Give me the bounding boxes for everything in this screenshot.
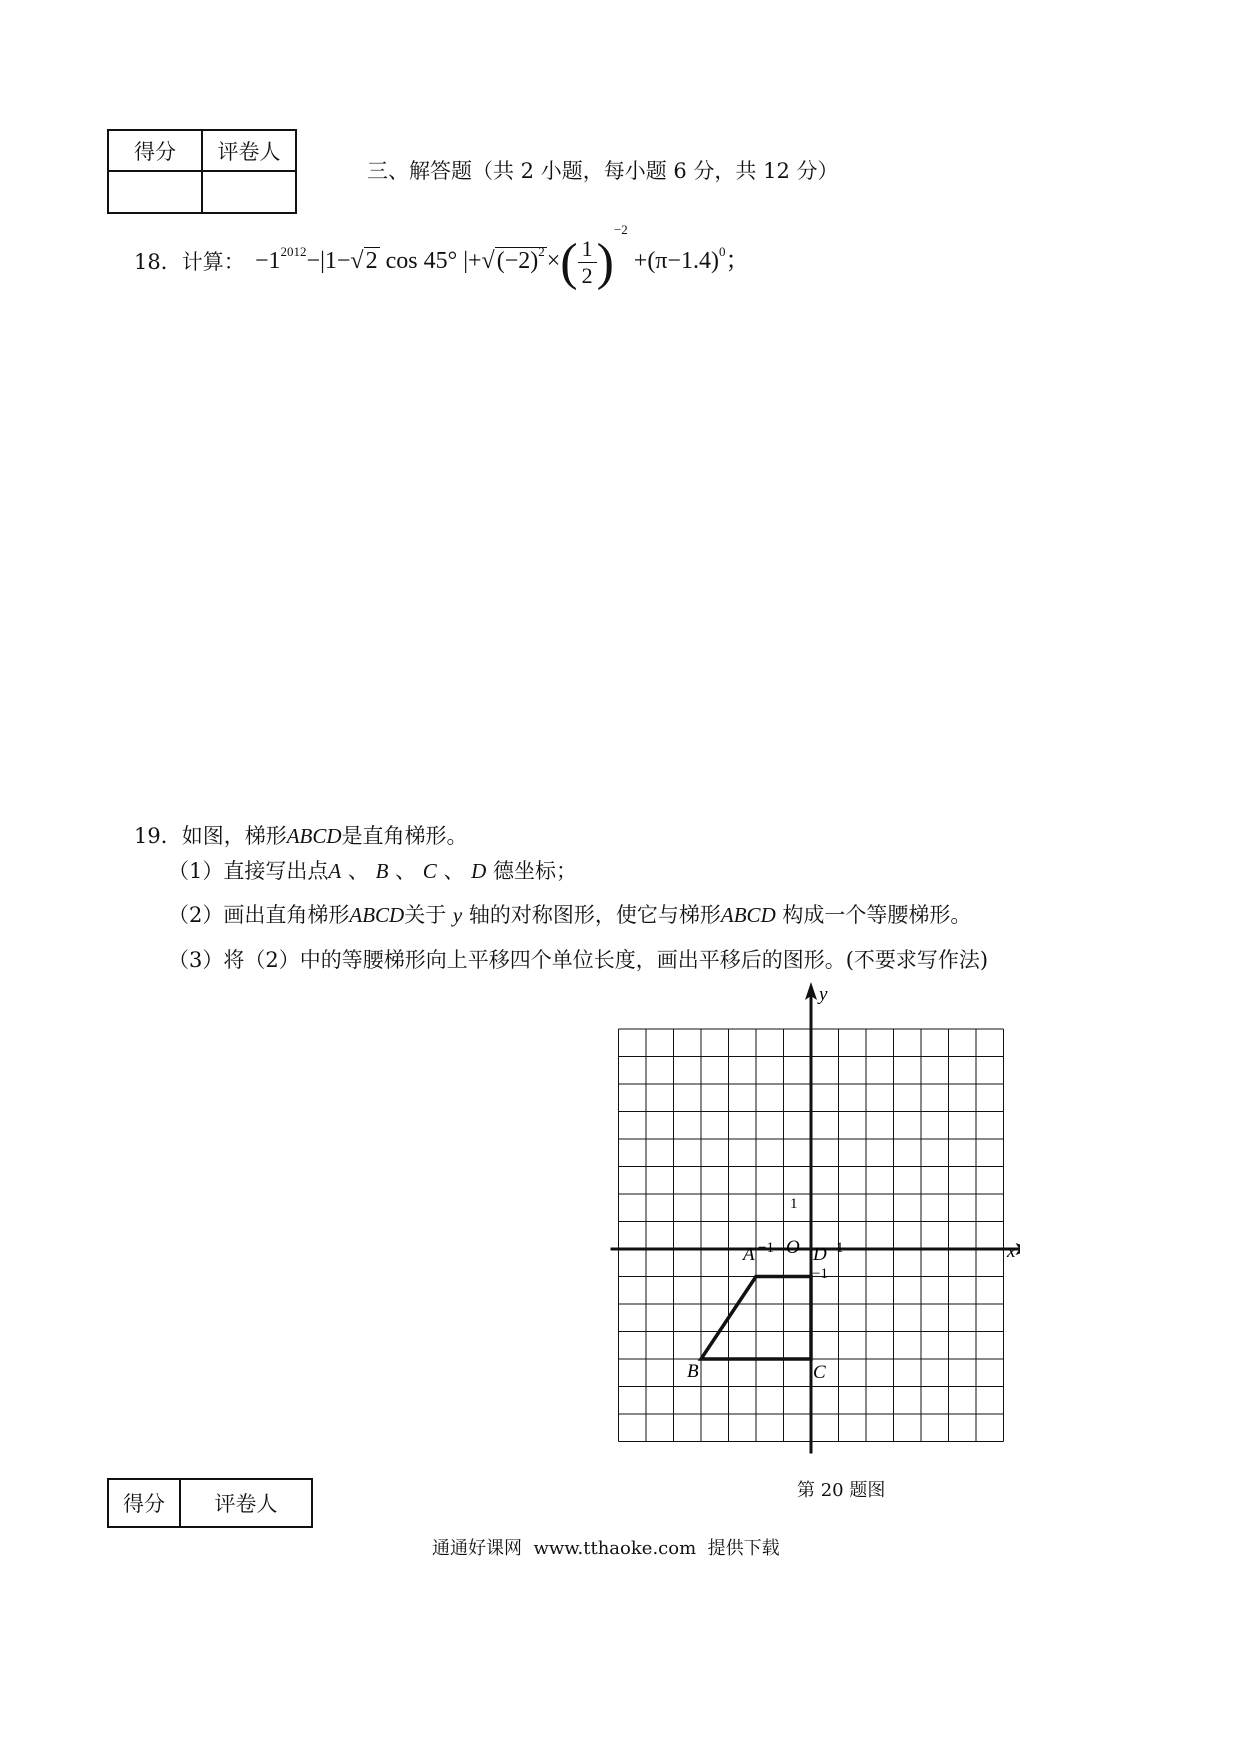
frac-den: 2 [581, 262, 593, 288]
tick-pos-y: 1 [790, 1196, 798, 1212]
sqrt-icon: √ [481, 248, 495, 274]
p1-D: D [471, 859, 487, 883]
q19-stem [134, 820, 468, 850]
q19-part3: （3）将（2）中的等腰梯形向上平移四个单位长度，画出平移后的图形。(不要求写作法) [168, 948, 989, 972]
point-label-D: D [813, 1244, 827, 1265]
expr-sqrt-inner-wrap [495, 244, 547, 274]
p1-pre: （1）直接写出点 [168, 859, 329, 883]
left-paren-icon: ( [560, 233, 578, 291]
p2-var1: ABCD [349, 903, 405, 927]
tick-pos-x: 1 [836, 1240, 844, 1256]
expr-tail-exp: 0 [718, 244, 726, 259]
p1-post: 德坐标； [493, 859, 578, 883]
p2-post: 构成一个等腰梯形。 [782, 903, 972, 927]
sqrt-icon: √ [350, 248, 364, 274]
expr-frac-exp: −2 [613, 222, 628, 237]
q19-part2 [168, 899, 971, 929]
score-label: 得分 [108, 130, 202, 171]
p1-sep: 、 [395, 859, 417, 883]
section-title: 三、解答题（共 2 小题，每小题 6 分，共 12 分） [367, 159, 839, 183]
expr-term1-exp: 2012 [280, 244, 307, 259]
origin-label: O [786, 1237, 800, 1258]
p2-mid1: 关于 [404, 903, 447, 927]
q19-stem-post: 是直角梯形。 [341, 824, 468, 848]
footer-text: 通通好课网 www.tthaoke.com 提供下载 [432, 1538, 780, 1559]
grader-label: 评卷人 [180, 1479, 312, 1527]
figure-caption: 第 20 题图 [797, 1480, 886, 1501]
expr-sqrt-inner-exp: 2 [538, 244, 545, 259]
right-paren-icon: ) [596, 233, 614, 291]
p1-sep: 、 [347, 859, 369, 883]
expr-term3: |+ [463, 248, 482, 274]
q19-part1 [168, 855, 577, 885]
p1-A: A [328, 859, 342, 883]
point-label-B: B [687, 1361, 699, 1382]
grader-cell[interactable] [202, 171, 296, 213]
p1-C: C [422, 859, 437, 883]
grader-label: 评卷人 [202, 130, 296, 171]
point-label-A: A [743, 1244, 755, 1265]
p2-mid2: 轴的对称图形，使它与梯形 [468, 903, 721, 927]
p2-var2: ABCD [720, 903, 776, 927]
p2-pre: （2）画出直角梯形 [168, 903, 350, 927]
coordinate-figure [600, 980, 1020, 1500]
expr-semicolon: ； [725, 248, 750, 274]
q19-stem-var: ABCD [286, 824, 342, 848]
expr-cos: cos 45° [385, 248, 458, 274]
score-table-top [107, 129, 297, 214]
q18-expression [255, 222, 749, 292]
point-label-C: C [813, 1362, 826, 1383]
expr-times: × [546, 248, 561, 274]
axis-x-label: x [1007, 1241, 1016, 1262]
p1-sep: 、 [443, 859, 465, 883]
p2-y: y [452, 903, 463, 927]
tick-neg-x: −1 [758, 1240, 774, 1256]
tick-neg-y: −1 [812, 1266, 828, 1282]
frac-num: 1 [578, 236, 597, 263]
expr-term1: −1 [255, 248, 281, 274]
axis-y-label: y [819, 984, 828, 1005]
expr-tail: +(π−1.4) [633, 248, 719, 274]
expr-term2: −|1− [306, 248, 351, 274]
score-table-bottom [107, 1478, 313, 1528]
figure-labels [687, 984, 1016, 1383]
expr-sqrt-inner: (−2) [496, 248, 539, 274]
score-label: 得分 [108, 1479, 180, 1527]
score-cell[interactable] [108, 171, 202, 213]
q18-number: 18．计算： [134, 250, 245, 274]
p1-B: B [375, 859, 389, 883]
expr-sqrt2: 2 [365, 248, 378, 274]
q19-stem-pre: 19．如图，梯形 [134, 824, 287, 848]
expr-fraction [578, 236, 597, 289]
